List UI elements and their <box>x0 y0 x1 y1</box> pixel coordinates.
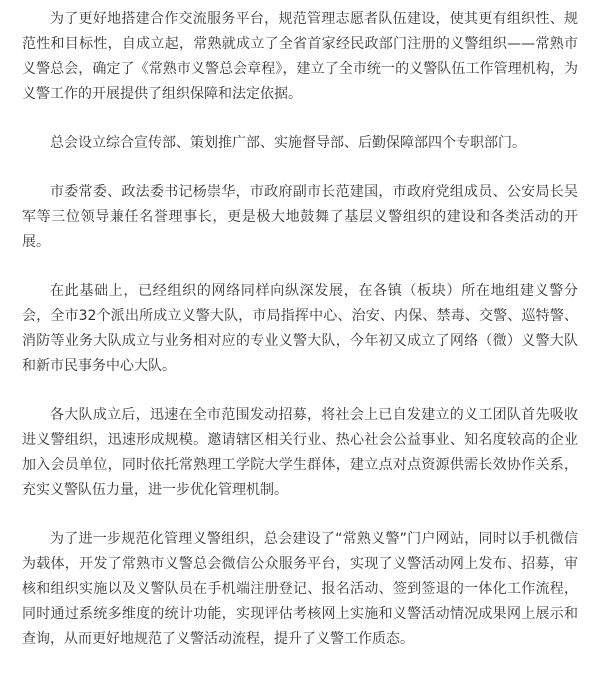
paragraph-departments: 总会设立综合宣传部、策划推广部、实施督导部、后勤保障部四个专职部门。 <box>50 135 526 151</box>
paragraph-organization: 为了更好地搭建合作交流服务平台，规范管理志愿者队伍建设，使其更有组织性、规范性和目标性，自成立起，常熟就成立了全省首家经民政部门注册的义警组织——常熟市义警总会，确定了《常熟市义警总会章程》，建立了全市统一的义警队伍工作管理机构，为义警工作的开展提供了组织保障和法定依据。 <box>22 11 578 102</box>
paragraph-digital-platform: 为了进一步规范化管理义警组织，总会建设了“常熟义警”门户网站，同时以手机微信为载体，开发了常熟市义警总会微信公众服务平台，实现了义警活动网上发布、招募，审核和组织实施以及义警队员在手机端注册登记、报名活动、签到签退的一体化工作流程，同时通过系统多维度的统计功能，实现评估考核网上实施和义警活动情况成果网上展示和查询，从而更好地规范了义警活动流程，提升了义警工作质态。 <box>22 531 578 647</box>
paragraph-network-expansion: 在此基础上，已经组织的网络同样向纵深发展，在各镇（板块）所在地组建义警分会，全市32个派出所成立义警大队，市局指挥中心、治安、内保、禁毒、交警、巡特警、消防等业务大队成立与业务相对应的专业义警大队，今年初又成立了网络（微）义警大队和新市民事务中心大队。 <box>22 283 578 374</box>
paragraph-leadership: 市委常委、政法委书记杨崇华，市政府副市长范建国，市政府党组成员、公安局长吴军等三位领导兼任名誉理事长，更是极大地鼓舞了基层义警组织的建设和各类活动的开展。 <box>22 184 578 250</box>
paragraph-recruitment: 各大队成立后，迅速在全市范围发动招募，将社会上已自发建立的义工团队首先吸收进义警组织，迅速形成规模。邀请辖区相关行业、热心社会公益事业、知名度较高的企业加入会员单位，同时依托常熟理工学院大学生群体，建立点对点资源供需长效协作关系，充实义警队伍力量，进一步优化管理机制。 <box>22 407 578 498</box>
